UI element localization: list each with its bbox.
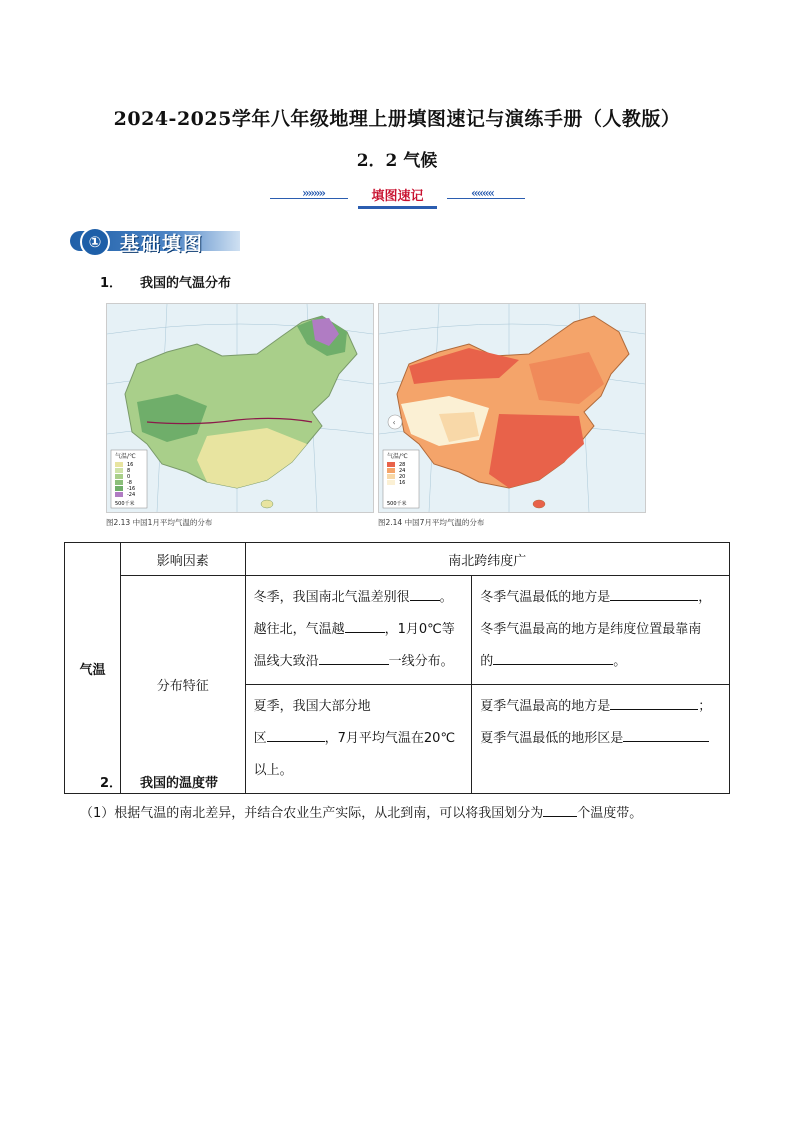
jul-scale-label: 500千米 [387,501,407,507]
question-2-heading [100,772,218,791]
summer-hottest-blank[interactable] [610,695,698,710]
january-temperature-map [106,303,374,513]
winter-distribution-cell: 冬季，我国南北气温差别很 。 越往北，气温越 ，1月0℃等 温线大致沿 一线分布。 [245,576,472,685]
question-2-number: 2． [100,776,123,791]
temperature-table [64,542,730,794]
question-1-number: 1． [100,276,123,291]
question-2-sub1: （1）根据气温的南北差异，并结合农业生产实际，从北到南，可以将我国划分为 个温度带。 [80,802,642,821]
factor-value: 南北跨纬度广 [245,543,729,576]
july-map-graphic [379,304,645,512]
jul-legend-16: 16 [399,480,406,486]
jan-legend-minus16: -16 [127,486,136,492]
winter-difference-blank[interactable] [410,586,440,601]
section-number: ① [80,227,110,257]
jan-legend-16: 16 [127,462,134,468]
january-map-graphic [107,304,373,512]
question-2-title: 我国的温度带 [140,776,219,791]
section-heading [70,226,240,254]
jul-legend-20: 20 [399,474,406,480]
svg-text:‹: ‹ [392,418,396,427]
page-title: 2024-2025学年八年级地理上册填图速记与演练手册（人教版） [113,108,681,130]
isotherm-line-blank[interactable] [319,650,389,665]
section-banner [270,185,525,207]
jul-legend-28: 28 [399,462,406,468]
jan-scale-label: 500千米 [115,501,135,507]
jan-legend-title: 气温/℃ [115,453,136,460]
temperature-zone-count-blank[interactable] [543,802,577,817]
winter-extremes-cell: 冬季气温最低的地方是 ， 冬季气温最高的地方是纬度位置最靠南 的 。 [472,576,730,685]
banner-line-right [447,198,525,199]
question-1-title: 我国的气温分布 [140,276,232,291]
row-header-temperature: 气温 [65,543,121,794]
jul-legend-24: 24 [399,468,406,474]
jan-legend-minus24: -24 [127,492,136,498]
winter-coldest-blank[interactable] [610,586,698,601]
jul-legend-title: 气温/℃ [387,453,408,460]
jan-legend-0: 0 [127,474,131,480]
summer-region-blank[interactable] [267,727,325,742]
page-subtitle: 2．2 气候 [356,151,438,171]
temperature-maps [106,303,644,531]
jan-legend-minus8: -8 [127,480,132,486]
jan-legend-8: 8 [127,468,131,474]
banner-arrows-left: »»»» [302,186,324,200]
july-temperature-map [378,303,646,513]
winter-warmest-blank[interactable] [493,650,613,665]
distribution-label: 分布特征 [120,576,245,794]
july-map-caption: 图2.14 中国7月平均气温的分布 [378,518,485,527]
section-title: 基础填图 [120,233,205,255]
question-1-heading [100,272,231,291]
summer-coolest-blank[interactable] [623,727,709,742]
banner-arrows-right: «««« [471,186,493,200]
summer-extremes-cell: 夏季气温最高的地方是 ； 夏季气温最低的地形区是 [472,685,730,794]
banner-label: 填图速记 [358,185,437,209]
january-map-caption: 图2.13 中国1月平均气温的分布 [106,518,213,527]
factor-label: 影响因素 [120,543,245,576]
winter-north-blank[interactable] [345,618,385,633]
summer-distribution-cell: 夏季，我国大部分地 区 ，7月平均气温在20℃ 以上。 [245,685,472,794]
